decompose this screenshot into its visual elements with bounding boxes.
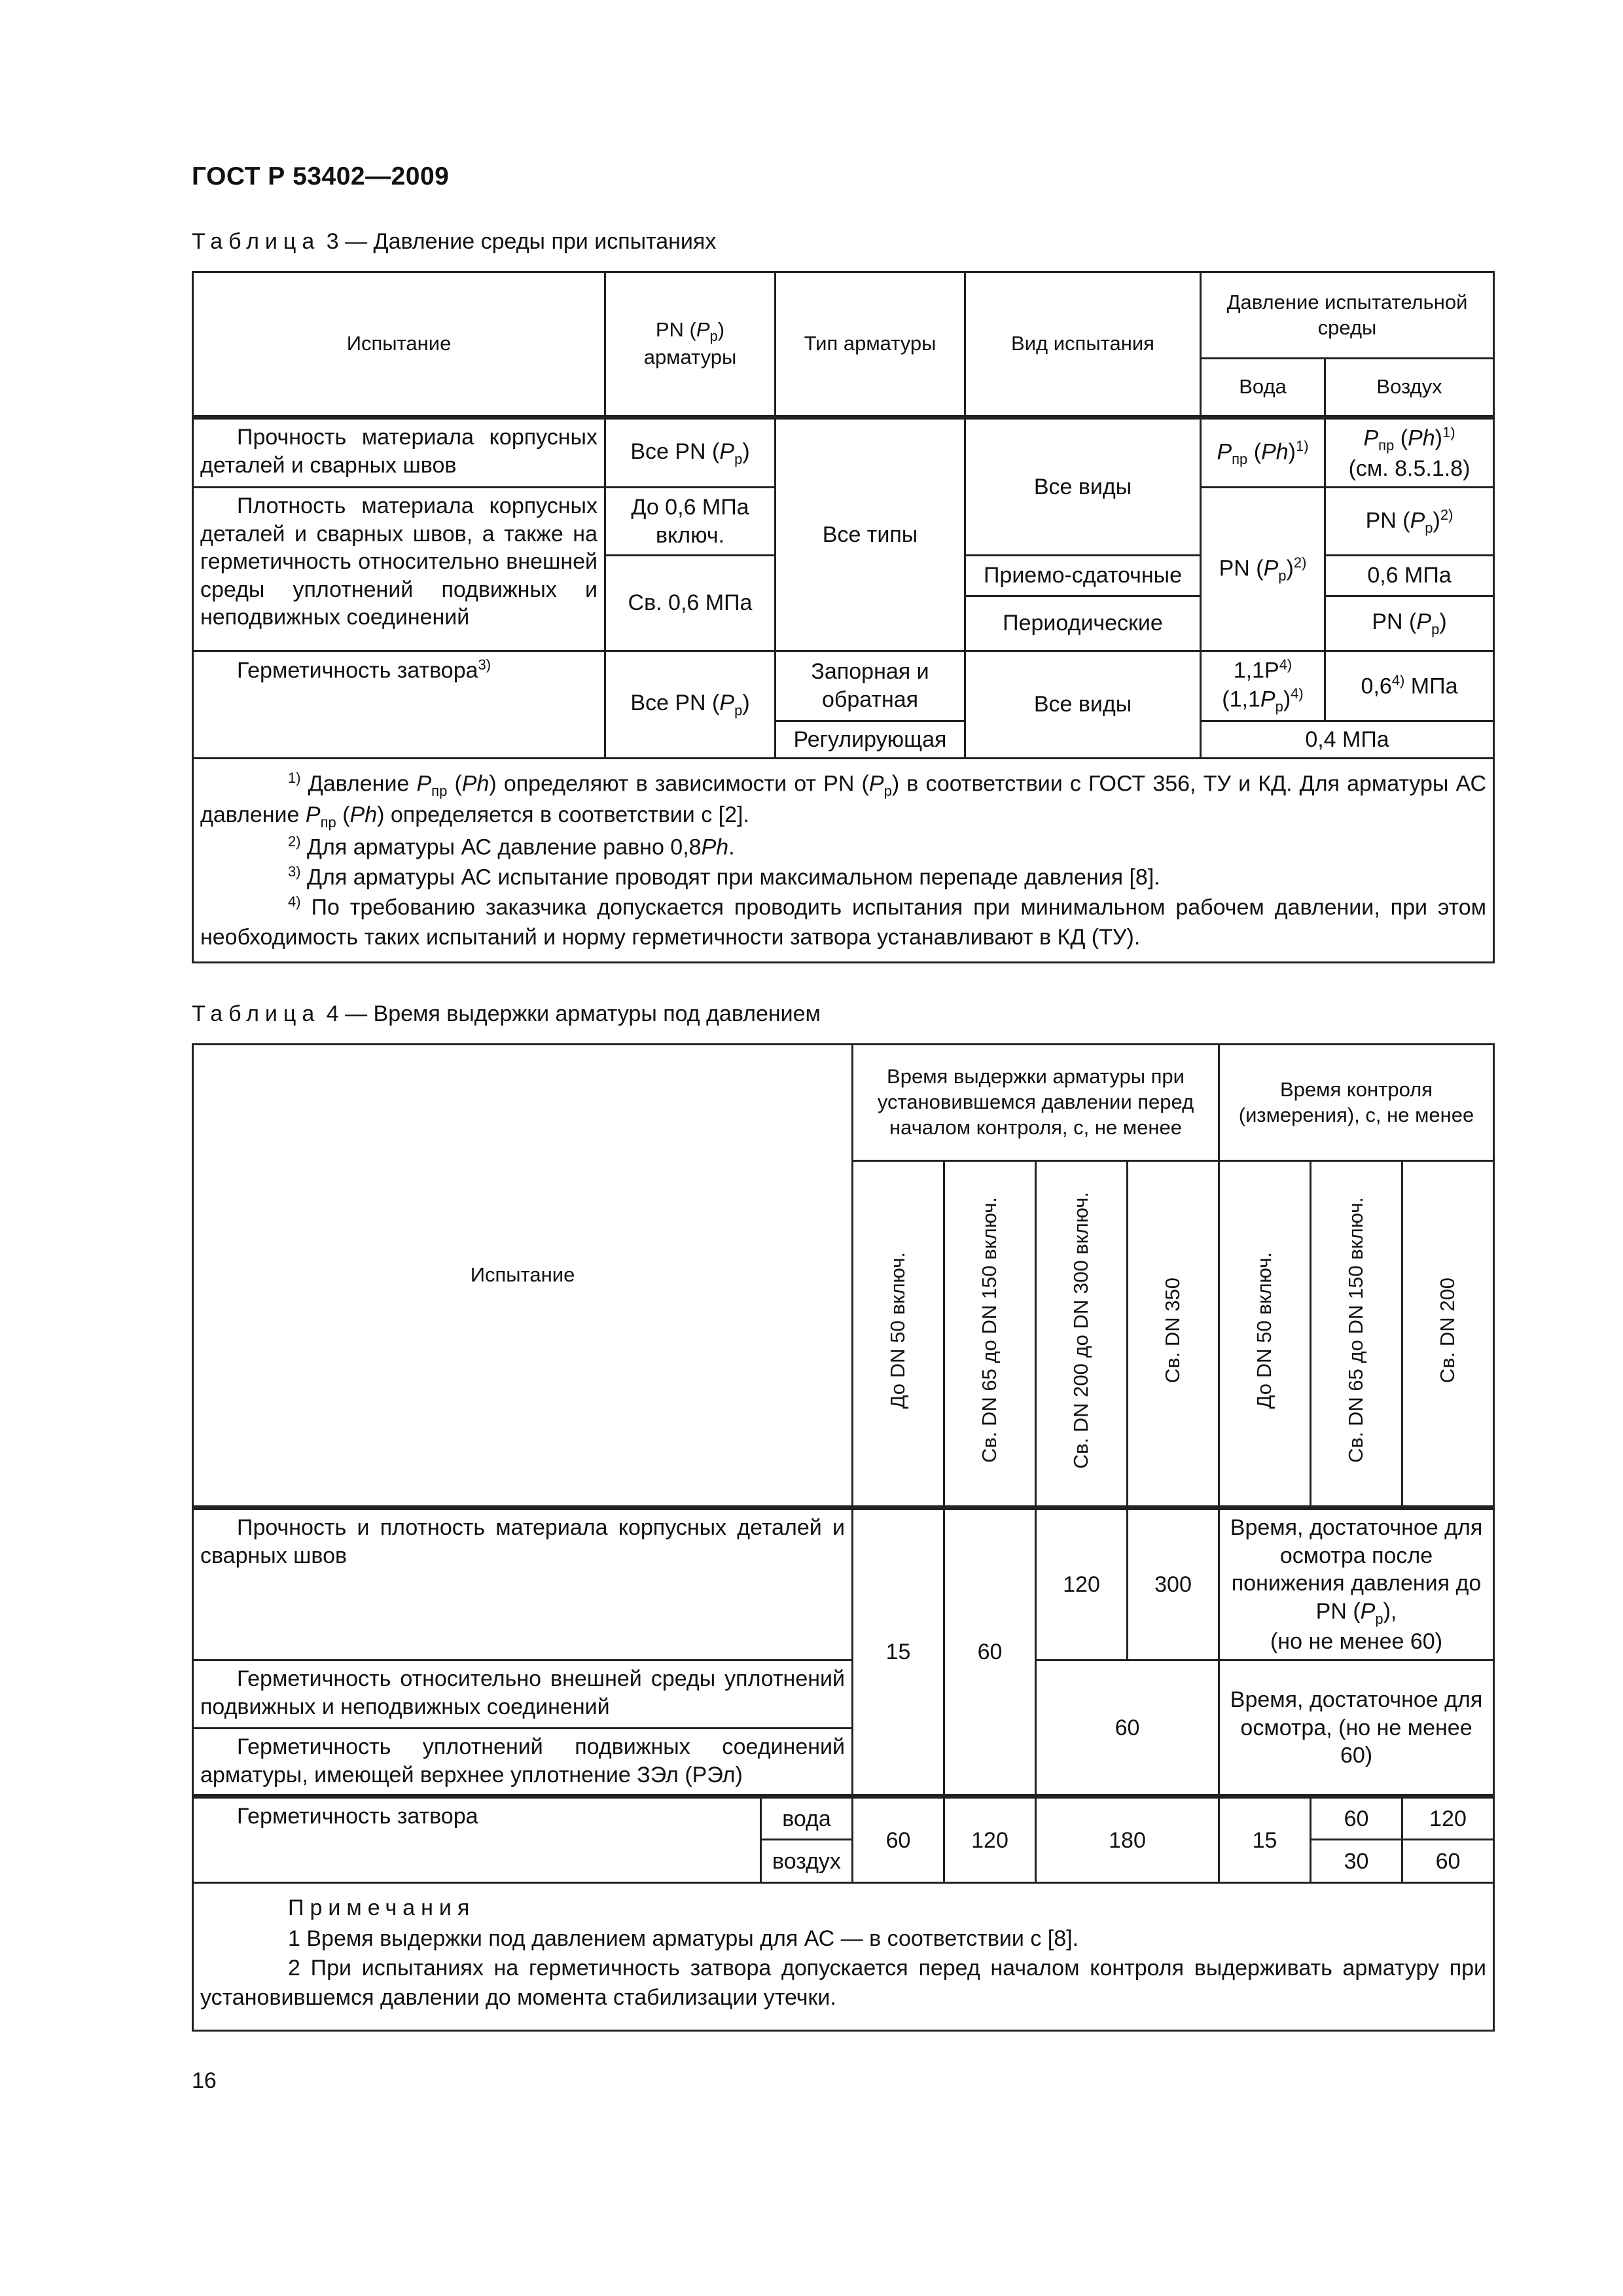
t3-all-kinds: Все виды <box>965 418 1201 556</box>
t4-r1-control: Время, достаточное для осмотра после понижения давления до PN $(P_р)$, (но не менее 60) <box>1219 1508 1494 1660</box>
table3-caption <box>192 229 716 255</box>
table4-caption-label: Таблица <box>192 1001 321 1026</box>
t3-footnote-1: $^{1)}$ Давление $P_{пр}$ (Ph) определяют в зависимости от PN $(P_р)$ в соответствии с ГОСТ 356, ТУ и КД. Для арматуры АС давление $P_{пр}$ (Ph) определяется в соответствии с [2]. <box>200 770 1486 831</box>
t4-r4-hold-60: 60 <box>853 1797 944 1883</box>
t3-periodic: Периодические <box>965 596 1201 651</box>
t4-r4-control-15: 15 <box>1219 1797 1311 1883</box>
t3-r4-air: 0,6$^{4)}$ МПа <box>1325 651 1494 721</box>
t3-r1-test: Прочность материала корпусных деталей и сварных швов <box>193 418 605 488</box>
t3-r2-water: PN $(P_р)^{2)}$ <box>1201 488 1325 651</box>
table3 <box>192 271 1495 963</box>
t4-hold-15: 15 <box>853 1508 944 1797</box>
t3-head-type: Тип арматуры <box>776 272 965 418</box>
t3-head-pressure: Давление испытательной среды <box>1201 272 1494 359</box>
t3-regulating: Регулирующая <box>776 721 965 759</box>
t4-r4-water: вода <box>761 1797 853 1840</box>
t4-note-2: 2 При испытаниях на герметичность затвора допускается перед началом контроля выдерживать арматуру при установившемся давлении до момента стабилизации утечки. <box>200 1955 1487 2010</box>
t4-head-h4: Св. DN 350 <box>1128 1161 1219 1508</box>
t3-periodic-air: PN $(P_р)$ <box>1325 596 1494 651</box>
t3-r4-kinds: Все виды <box>965 651 1201 759</box>
t4-r4-hold-180: 180 <box>1036 1797 1219 1883</box>
t3-r2-pn-over: Св. 0,6 МПа <box>605 556 776 651</box>
t3-r4-test: Герметичность затвора$^{3)}$ <box>193 651 605 759</box>
t3-r2-test: Плотность материала корпусных деталей и сварных швов, а также на герметичность относительно внешней среды уплотнений подвижных и неподвижных соединений <box>193 488 605 651</box>
t4-head-c3: Св. DN 200 <box>1402 1161 1494 1508</box>
t4-head-c2: Св. DN 65 до DN 150 включ. <box>1311 1161 1402 1508</box>
t3-footnotes <box>193 759 1494 962</box>
t4-r3-test: Герметичность уплотнений подвижных соединений арматуры, имеющей верхнее уплотнение ЗЭл (РЭл) <box>193 1729 853 1797</box>
t4-r4-water-120: 120 <box>1402 1797 1494 1840</box>
t3-r1-pn: Все PN $(P_р)$ <box>605 418 776 488</box>
t4-notes-title: Примечания <box>288 1895 476 1921</box>
t3-footnote-3: $^{3)}$ Для арматуры АС испытание проводят при максимальном перепаде давления [8]. <box>288 863 1160 890</box>
t3-r2-air: PN $(P_р)^{2)}$ <box>1325 488 1494 556</box>
t3-head-air: Воздух <box>1325 359 1494 418</box>
t3-shutoff: Запорная и обратная <box>776 651 965 721</box>
table4-caption-text: 4 — Время выдержки арматуры под давлением <box>320 1001 821 1026</box>
t4-r4-air-60: 60 <box>1402 1840 1494 1883</box>
t4-r4-hold-120: 120 <box>944 1797 1036 1883</box>
t4-r23-hold: 60 <box>1036 1660 1219 1797</box>
t3-r1-air: $P_{пр}$ $(Ph)^{1)}$ (см. 8.5.1.8) <box>1325 418 1494 488</box>
table4-caption <box>192 1001 821 1027</box>
t3-air-06: 0,6 МПа <box>1325 556 1494 596</box>
t3-r4-water: $1,1P^{4)}$ $(1,1P_р)^{4)}$ <box>1201 651 1325 721</box>
table4 <box>192 1043 1495 2032</box>
t4-r4-test: Герметичность затвора <box>193 1797 761 1883</box>
t4-r2-test: Герметичность относительно внешней среды уплотнений подвижных и неподвижных соединений <box>193 1660 853 1729</box>
t4-notes <box>193 1883 1494 2031</box>
t3-r1-water: $P_{пр}$ $(Ph)^{1)}$ <box>1201 418 1325 488</box>
t3-all-types: Все типы <box>776 418 965 651</box>
t4-r1-test: Прочность и плотность материала корпусных деталей и сварных швов <box>193 1508 853 1660</box>
t3-acceptance: Приемо-сдаточные <box>965 556 1201 596</box>
t3-head-water: Вода <box>1201 359 1325 418</box>
t4-r23-control: Время, достаточное для осмотра, (но не менее 60) <box>1219 1660 1494 1797</box>
t3-head-pn: PN $(P_р)$ арматуры <box>605 272 776 418</box>
t3-footnote-2: $^{2)}$ Для арматуры АС давление равно 0,8Ph. <box>288 833 735 860</box>
t4-r4-air-30: 30 <box>1311 1840 1402 1883</box>
t4-head-h3: Св. DN 200 до DN 300 включ. <box>1036 1161 1128 1508</box>
t4-hold-120: 120 <box>1036 1508 1128 1660</box>
t3-air-04: 0,4 МПа <box>1201 721 1494 759</box>
t3-r2-pn-upto: До 0,6 МПа включ. <box>605 488 776 556</box>
t4-hold-60: 60 <box>944 1508 1036 1797</box>
t3-head-test: Испытание <box>193 272 605 418</box>
t4-head-h1: До DN 50 включ. <box>853 1161 944 1508</box>
t4-note-1: 1 Время выдержки под давлением арматуры для АС — в соответствии с [8]. <box>288 1926 1079 1951</box>
t4-head-hold: Время выдержки арматуры при установившемся давлении перед началом контроля, с, не менее <box>853 1045 1219 1161</box>
t4-r4-air: воздух <box>761 1840 853 1883</box>
t3-head-kind: Вид испытания <box>965 272 1201 418</box>
t3-r4-pn: Все PN $(P_р)$ <box>605 651 776 759</box>
t4-hold-300: 300 <box>1128 1508 1219 1660</box>
page-number: 16 <box>192 2068 217 2093</box>
table3-caption-label: Таблица <box>192 229 321 254</box>
table3-caption-text: 3 — Давление среды при испытаниях <box>320 229 717 254</box>
t4-head-c1: До DN 50 включ. <box>1219 1161 1311 1508</box>
t3-footnote-4: $^{4)}$ По требованию заказчика допускается проводить испытания при минимальном рабочем давлении, при этом необходимость таких испытаний и норму герметичности затвора устанавливают в КД (ТУ). <box>200 893 1487 950</box>
t4-head-control: Время контроля (измерения), с, не менее <box>1219 1045 1494 1161</box>
t4-head-h2: Св. DN 65 до DN 150 включ. <box>944 1161 1036 1508</box>
t4-r4-water-60: 60 <box>1311 1797 1402 1840</box>
document-header: ГОСТ Р 53402—2009 <box>192 162 450 190</box>
t4-head-test: Испытание <box>193 1045 853 1508</box>
